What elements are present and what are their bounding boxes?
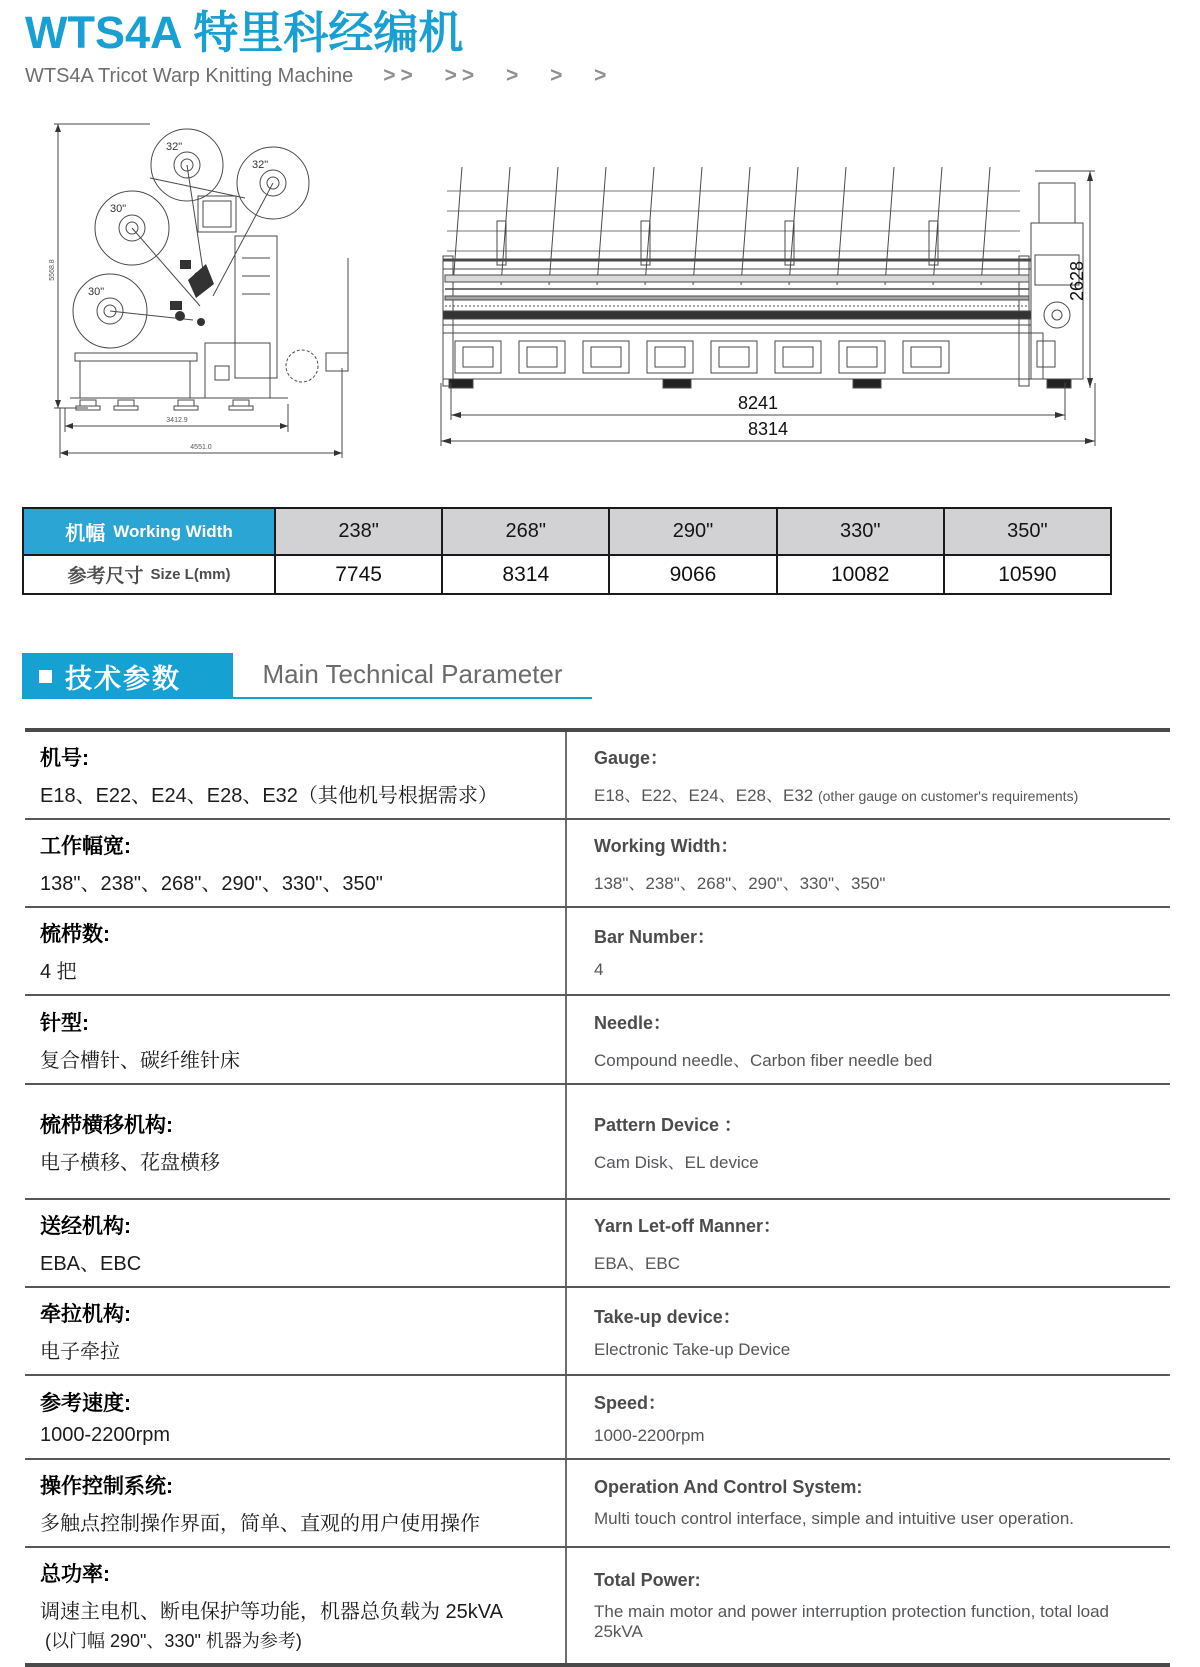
spec-row-working-width [25,818,1170,906]
square-bullet-icon [39,670,52,683]
dim-label-2628: 2628 [1067,260,1087,302]
dim-label-inner-width: 3412.9 [166,417,188,424]
spec-value-cn: 4 把 [40,961,77,983]
spec-value-cn: 多触点控制操作界面，简单、直观的用户使用操作 [40,1513,480,1535]
spec-value-en: 4 [594,959,604,979]
spec-label-cn: 牵拉机构: [40,1303,131,1326]
spec-label-en: Pattern Device ： [594,1114,743,1135]
spec-label-en: Operation And Control System: [594,1477,863,1497]
spec-label-en: Bar Number： [594,926,716,947]
spec-value-en: Compound needle、Carbon fiber needle bed [594,1050,933,1070]
spec-label-en: Working Width： [594,836,739,856]
section-title-en: Main Technical Parameter [233,659,592,699]
spec-value-cn: EBA、EBC [40,1253,142,1275]
spec-value-cn: 1000-2200rpm [40,1424,171,1446]
working-width-label-en: Working Width [113,521,233,541]
technical-parameter-table [25,728,1170,1667]
spec-row-bar-number [25,906,1170,994]
working-width-table [22,507,1112,595]
spec-value-cn: 调速主电机、断电保护等功能，机器总负载为 25kVA [40,1601,503,1623]
front-view-machine-diagram [435,163,1105,455]
spec-value-cn-note: (以门幅 290"、330" 机器为参考) [45,1631,302,1651]
spec-label-cn: 梳栉数: [40,923,110,946]
spec-value-en: Cam Disk、EL device [594,1152,759,1172]
size-value-cell: 7745 [274,556,441,593]
size-value-cell: 10082 [776,556,943,593]
dim-label-8314: 8314 [747,419,789,439]
beam-label: 30" [88,286,105,298]
spec-value-cn: 电子横移、花盘横移 [40,1151,220,1174]
beam-label: 30" [110,203,127,215]
section-title-cn: 技术参数 [65,663,181,694]
beam-label: 32" [166,141,183,153]
spec-row-takeup [25,1286,1170,1374]
spec-value-cn: 复合槽针、碳纤维针床 [40,1049,240,1072]
size-label-cn: 参考尺寸 [67,566,144,587]
spec-value-en: Multi touch control interface, simple and intuitive user operation. [594,1509,1075,1528]
spec-label-cn: 机号: [40,747,89,770]
spec-label-cn: 总功率: [40,1563,110,1586]
page-header [25,6,1175,88]
spec-row-gauge [25,732,1170,818]
spec-value-cn: 电子牵拉 [40,1341,120,1363]
spec-row-total-power [25,1546,1170,1663]
beam-label: 32" [252,159,269,171]
width-column-header: 330" [776,509,943,556]
spec-value-en: Electronic Take-up Device [594,1339,791,1359]
size-value-cell: 8314 [441,556,608,593]
spec-value-en: 138"、238"、268"、290"、330"、350" [594,874,886,893]
spec-label-cn: 操作控制系统: [40,1475,173,1498]
size-row-header-cell [24,556,274,593]
working-width-label-cn: 机幅 [65,523,106,545]
spec-label-en: Needle： [594,1012,672,1033]
spec-label-cn: 针型: [40,1011,89,1035]
spec-value-en: 1000-2200rpm [594,1425,705,1445]
size-value-cell: 9066 [608,556,775,593]
spec-label-cn: 送经机构: [40,1215,131,1238]
dim-label-height: 5568.8 [49,259,56,281]
section-header [22,653,592,699]
technical-drawings [0,108,1200,473]
spec-label-en: Speed： [594,1392,667,1413]
working-width-header-cell [24,509,274,556]
spec-row-needle [25,994,1170,1083]
spec-value-en: E18、E22、E24、E28、E32 (other gauge on customer's requirements) [594,786,1079,805]
size-label-en: Size L(mm) [150,566,231,583]
spec-label-cn: 参考速度: [40,1392,131,1415]
spec-row-yarn-letoff [25,1198,1170,1286]
width-column-header: 350" [943,509,1110,556]
spec-label-cn: 工作幅宽: [40,835,131,858]
width-column-header: 238" [274,509,441,556]
spec-value-cn: E18、E22、E24、E28、E32（其他机号根据需求） [40,785,498,807]
spec-label-en: Total Power: [594,1569,701,1590]
spec-label-en: Yarn Let-off Manner： [594,1216,782,1236]
spec-value-en: EBA、EBC [594,1254,680,1273]
dim-label-outer-width: 4551.0 [190,444,212,451]
spec-label-en: Take-up device： [594,1306,741,1327]
spec-note-en: (other gauge on customer's requirements) [817,788,1079,804]
dim-label-8241: 8241 [737,393,779,413]
page-subtitle: WTS4A Tricot Warp Knitting Machine [25,64,354,87]
width-column-header: 290" [608,509,775,556]
spec-value-cn: 138"、238"、268"、290"、330"、350" [40,873,383,895]
chevrons-decoration-icon: >> >> > > > [383,64,612,87]
spec-row-speed [25,1374,1170,1458]
spec-row-control-system [25,1458,1170,1546]
spec-label-en: Gauge： [594,748,669,768]
size-value-cell: 10590 [943,556,1110,593]
section-title-box [22,653,233,699]
page-title: WTS4A 特里科经编机 [25,7,464,58]
spec-label-cn: 梳栉横移机构: [40,1113,173,1137]
spec-value-en: The main motor and power interruption protection function, total load 25kVA [594,1601,1110,1641]
side-view-machine-diagram [30,108,360,466]
spec-row-pattern-device [25,1083,1170,1198]
width-column-header: 268" [441,509,608,556]
